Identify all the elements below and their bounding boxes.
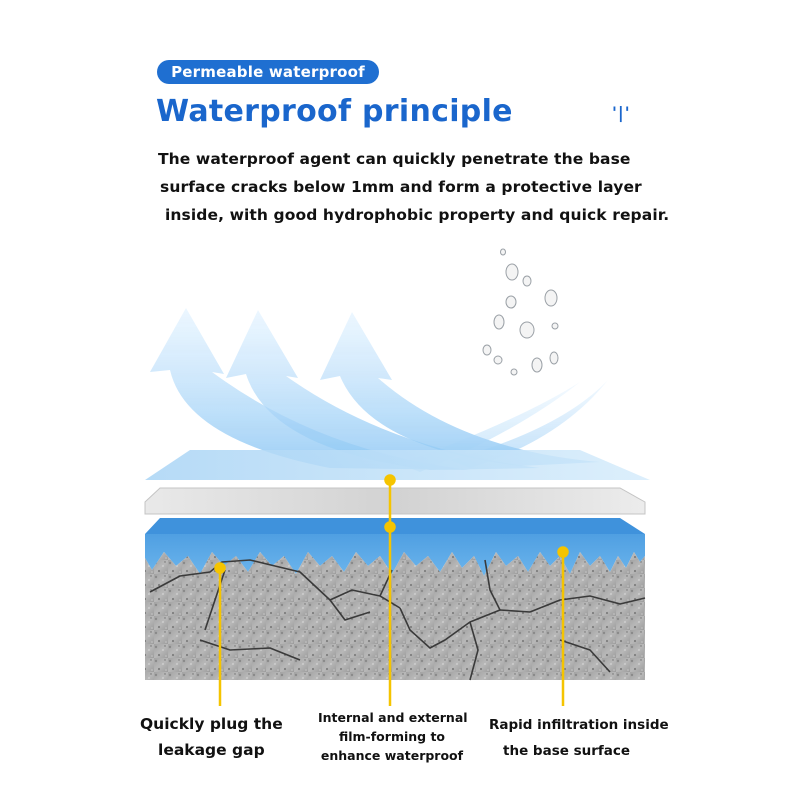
description-line-2: surface cracks below 1mm and form a protective layer — [160, 178, 642, 196]
category-badge: Permeable waterproof — [157, 60, 379, 84]
callout-middle-line-2: film-forming to — [338, 729, 446, 744]
callout-left — [140, 711, 283, 763]
water-droplets-icon — [483, 249, 558, 375]
callout-middle-line-1: Internal and external — [318, 710, 468, 725]
callout-left-line-2: leakage gap — [158, 741, 265, 759]
callout-right-line-1: Rapid infiltration inside — [489, 717, 669, 733]
page-title: Waterproof principle — [156, 94, 513, 129]
film-layer — [145, 450, 650, 480]
protective-layer — [145, 488, 645, 514]
callout-left-line-1: Quickly plug the — [140, 715, 283, 733]
description-line-1: The waterproof agent can quickly penetrate the base — [158, 150, 631, 168]
callout-middle-line-3: enhance waterproof — [320, 748, 464, 763]
title-decoration: '|' — [612, 103, 631, 122]
callout-middle — [318, 708, 466, 765]
description-line-3: inside, with good hydrophobic property and quick repair. — [165, 206, 670, 224]
callout-right-line-2: the base surface — [503, 743, 631, 759]
repel-arrows-icon — [150, 308, 608, 472]
callout-right — [489, 712, 669, 764]
